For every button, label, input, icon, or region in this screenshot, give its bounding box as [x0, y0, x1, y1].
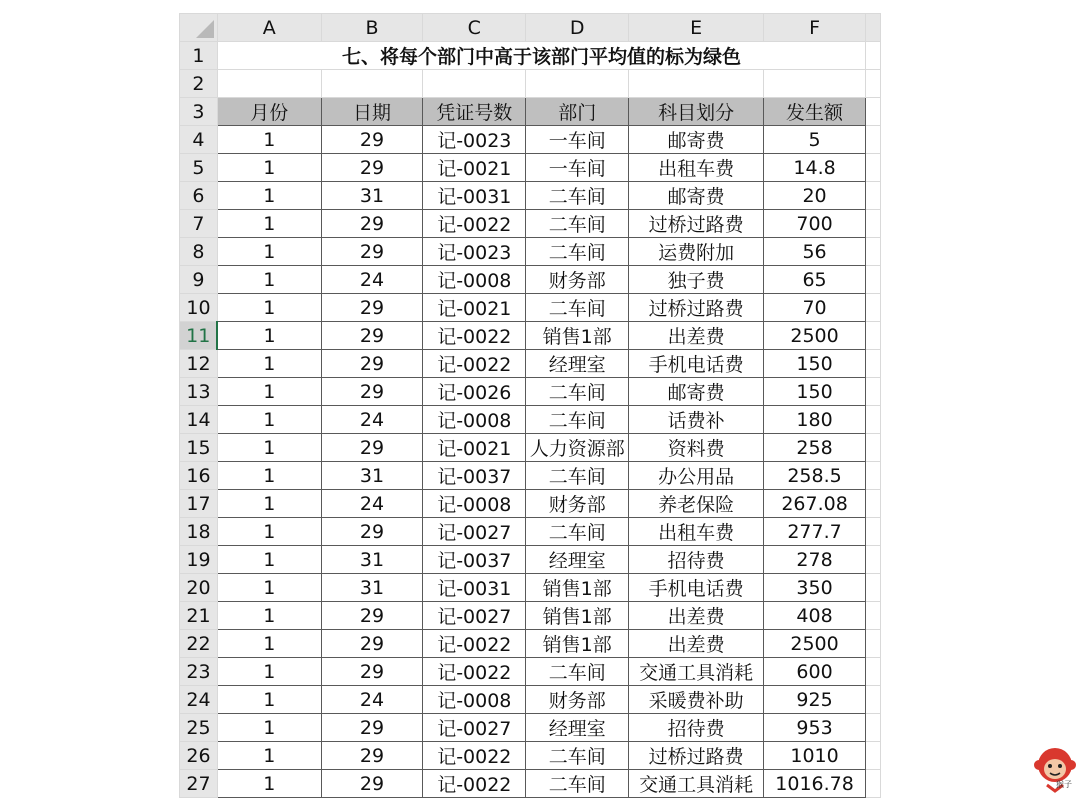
data-cell[interactable]: 29 — [321, 518, 423, 546]
cell[interactable] — [866, 602, 881, 630]
cell[interactable] — [866, 350, 881, 378]
header-cell-voucher[interactable]: 凭证号数 — [423, 98, 526, 126]
data-cell[interactable]: 一车间 — [526, 126, 629, 154]
data-cell[interactable]: 财务部 — [526, 490, 629, 518]
data-cell[interactable]: 记-0008 — [423, 490, 526, 518]
row-header[interactable]: 13 — [180, 378, 218, 406]
data-cell[interactable]: 邮寄费 — [629, 126, 764, 154]
data-cell[interactable]: 经理室 — [526, 714, 629, 742]
cell[interactable] — [866, 714, 881, 742]
data-cell[interactable]: 1 — [217, 490, 321, 518]
data-cell[interactable]: 31 — [321, 182, 423, 210]
data-cell[interactable]: 56 — [764, 238, 866, 266]
data-cell[interactable]: 记-0037 — [423, 462, 526, 490]
data-cell[interactable]: 925 — [764, 686, 866, 714]
row-header[interactable]: 17 — [180, 490, 218, 518]
data-cell[interactable]: 24 — [321, 686, 423, 714]
header-cell-department[interactable]: 部门 — [526, 98, 629, 126]
data-cell[interactable]: 29 — [321, 126, 423, 154]
data-cell[interactable]: 2500 — [764, 630, 866, 658]
data-cell[interactable]: 过桥过路费 — [629, 210, 764, 238]
data-cell[interactable]: 1 — [217, 238, 321, 266]
data-cell[interactable]: 31 — [321, 574, 423, 602]
data-cell[interactable]: 1 — [217, 182, 321, 210]
data-cell[interactable]: 29 — [321, 210, 423, 238]
data-cell[interactable]: 二车间 — [526, 742, 629, 770]
data-cell[interactable]: 29 — [321, 378, 423, 406]
cell[interactable] — [866, 126, 881, 154]
table-row[interactable] — [180, 126, 881, 154]
row-header[interactable]: 16 — [180, 462, 218, 490]
header-cell-amount[interactable]: 发生额 — [764, 98, 866, 126]
data-cell[interactable]: 1 — [217, 518, 321, 546]
data-cell[interactable]: 出租车费 — [629, 154, 764, 182]
data-cell[interactable]: 过桥过路费 — [629, 294, 764, 322]
row-header[interactable]: 10 — [180, 294, 218, 322]
data-cell[interactable]: 记-0022 — [423, 658, 526, 686]
data-cell[interactable]: 180 — [764, 406, 866, 434]
cell[interactable] — [866, 154, 881, 182]
data-cell[interactable]: 二车间 — [526, 210, 629, 238]
cell[interactable] — [866, 434, 881, 462]
row-header[interactable]: 5 — [180, 154, 218, 182]
data-cell[interactable]: 记-0022 — [423, 742, 526, 770]
data-cell[interactable]: 记-0022 — [423, 210, 526, 238]
header-cell-date[interactable]: 日期 — [321, 98, 423, 126]
data-cell[interactable]: 1 — [217, 658, 321, 686]
cell[interactable] — [866, 770, 881, 798]
data-cell[interactable]: 1 — [217, 154, 321, 182]
data-cell[interactable]: 1 — [217, 350, 321, 378]
data-cell[interactable]: 二车间 — [526, 770, 629, 798]
data-cell[interactable]: 31 — [321, 462, 423, 490]
cell[interactable] — [866, 98, 881, 126]
row-header[interactable]: 14 — [180, 406, 218, 434]
data-cell[interactable]: 交通工具消耗 — [629, 658, 764, 686]
cell[interactable] — [866, 182, 881, 210]
data-cell[interactable]: 招待费 — [629, 714, 764, 742]
data-cell[interactable]: 29 — [321, 658, 423, 686]
data-cell[interactable]: 记-0023 — [423, 126, 526, 154]
data-cell[interactable]: 记-0027 — [423, 602, 526, 630]
data-cell[interactable]: 办公用品 — [629, 462, 764, 490]
row-header[interactable]: 27 — [180, 770, 218, 798]
table-row[interactable] — [180, 322, 881, 350]
data-cell[interactable]: 采暖费补助 — [629, 686, 764, 714]
data-cell[interactable]: 经理室 — [526, 350, 629, 378]
table-row[interactable] — [180, 602, 881, 630]
data-cell[interactable]: 资料费 — [629, 434, 764, 462]
column-header-b[interactable]: B — [321, 14, 423, 42]
data-cell[interactable]: 人力资源部 — [526, 434, 629, 462]
data-cell[interactable]: 1 — [217, 294, 321, 322]
cell[interactable] — [866, 630, 881, 658]
data-cell[interactable]: 二车间 — [526, 378, 629, 406]
cell[interactable] — [866, 378, 881, 406]
data-cell[interactable]: 350 — [764, 574, 866, 602]
column-header-f[interactable]: F — [764, 14, 866, 42]
data-cell[interactable]: 记-0008 — [423, 686, 526, 714]
cell[interactable] — [764, 70, 866, 98]
data-cell[interactable]: 记-0022 — [423, 322, 526, 350]
cell[interactable] — [526, 70, 629, 98]
data-cell[interactable]: 邮寄费 — [629, 378, 764, 406]
data-cell[interactable]: 1 — [217, 686, 321, 714]
data-cell[interactable]: 二车间 — [526, 238, 629, 266]
row-header[interactable]: 4 — [180, 126, 218, 154]
data-cell[interactable]: 29 — [321, 630, 423, 658]
data-cell[interactable]: 1016.78 — [764, 770, 866, 798]
row-header[interactable]: 18 — [180, 518, 218, 546]
table-row[interactable] — [180, 770, 881, 798]
data-cell[interactable]: 出差费 — [629, 322, 764, 350]
table-row[interactable] — [180, 182, 881, 210]
table-row[interactable] — [180, 378, 881, 406]
data-cell[interactable]: 二车间 — [526, 182, 629, 210]
cell[interactable] — [866, 322, 881, 350]
cell[interactable] — [866, 266, 881, 294]
table-row[interactable] — [180, 686, 881, 714]
data-cell[interactable]: 二车间 — [526, 518, 629, 546]
data-cell[interactable]: 出租车费 — [629, 518, 764, 546]
data-cell[interactable]: 29 — [321, 742, 423, 770]
data-cell[interactable]: 独子费 — [629, 266, 764, 294]
data-cell[interactable]: 一车间 — [526, 154, 629, 182]
data-cell[interactable]: 1 — [217, 630, 321, 658]
data-cell[interactable]: 29 — [321, 770, 423, 798]
data-cell[interactable]: 出差费 — [629, 630, 764, 658]
data-cell[interactable]: 150 — [764, 378, 866, 406]
table-row[interactable] — [180, 238, 881, 266]
column-header-d[interactable]: D — [526, 14, 629, 42]
data-cell[interactable]: 2500 — [764, 322, 866, 350]
data-cell[interactable]: 养老保险 — [629, 490, 764, 518]
row-header[interactable]: 11 — [180, 322, 218, 350]
data-cell[interactable]: 29 — [321, 714, 423, 742]
table-row[interactable] — [180, 266, 881, 294]
row-header[interactable]: 23 — [180, 658, 218, 686]
table-row[interactable] — [180, 154, 881, 182]
data-cell[interactable]: 邮寄费 — [629, 182, 764, 210]
header-cell-month[interactable]: 月份 — [217, 98, 321, 126]
header-cell-subject[interactable]: 科目划分 — [629, 98, 764, 126]
data-cell[interactable]: 1 — [217, 546, 321, 574]
data-cell[interactable]: 财务部 — [526, 686, 629, 714]
data-cell[interactable]: 1 — [217, 770, 321, 798]
data-cell[interactable]: 258 — [764, 434, 866, 462]
select-all-corner[interactable] — [180, 14, 218, 42]
cell[interactable] — [866, 42, 881, 70]
row-header[interactable]: 3 — [180, 98, 218, 126]
row-header[interactable]: 8 — [180, 238, 218, 266]
column-header-g[interactable] — [866, 14, 881, 42]
data-cell[interactable]: 29 — [321, 154, 423, 182]
data-cell[interactable]: 二车间 — [526, 406, 629, 434]
data-cell[interactable]: 记-0022 — [423, 350, 526, 378]
row-header[interactable]: 9 — [180, 266, 218, 294]
data-cell[interactable]: 销售1部 — [526, 602, 629, 630]
row-header[interactable]: 12 — [180, 350, 218, 378]
table-row[interactable] — [180, 462, 881, 490]
row-header[interactable]: 22 — [180, 630, 218, 658]
cell[interactable] — [866, 294, 881, 322]
row-header[interactable]: 26 — [180, 742, 218, 770]
row-header[interactable]: 6 — [180, 182, 218, 210]
data-cell[interactable]: 招待费 — [629, 546, 764, 574]
data-cell[interactable]: 14.8 — [764, 154, 866, 182]
data-cell[interactable]: 258.5 — [764, 462, 866, 490]
row-header[interactable]: 15 — [180, 434, 218, 462]
table-row[interactable] — [180, 630, 881, 658]
data-cell[interactable]: 销售1部 — [526, 574, 629, 602]
data-cell[interactable]: 记-0021 — [423, 294, 526, 322]
data-cell[interactable]: 记-0022 — [423, 770, 526, 798]
table-row[interactable] — [180, 490, 881, 518]
row-header[interactable]: 1 — [180, 42, 218, 70]
data-cell[interactable]: 记-0008 — [423, 266, 526, 294]
cell[interactable] — [866, 462, 881, 490]
table-row[interactable] — [180, 658, 881, 686]
data-cell[interactable]: 交通工具消耗 — [629, 770, 764, 798]
cell[interactable] — [866, 238, 881, 266]
data-cell[interactable]: 267.08 — [764, 490, 866, 518]
cell[interactable] — [629, 70, 764, 98]
data-cell[interactable]: 65 — [764, 266, 866, 294]
data-cell[interactable]: 手机电话费 — [629, 574, 764, 602]
table-row[interactable] — [180, 434, 881, 462]
cell[interactable] — [866, 742, 881, 770]
data-cell[interactable]: 记-0031 — [423, 182, 526, 210]
data-cell[interactable]: 1 — [217, 210, 321, 238]
data-cell[interactable]: 过桥过路费 — [629, 742, 764, 770]
data-cell[interactable]: 1 — [217, 714, 321, 742]
data-cell[interactable]: 24 — [321, 490, 423, 518]
data-cell[interactable]: 销售1部 — [526, 322, 629, 350]
data-cell[interactable]: 5 — [764, 126, 866, 154]
data-cell[interactable]: 1 — [217, 574, 321, 602]
data-cell[interactable]: 600 — [764, 658, 866, 686]
sheet-title-cell[interactable]: 七、将每个部门中高于该部门平均值的标为绿色 — [217, 42, 865, 70]
cell[interactable] — [866, 210, 881, 238]
row-header[interactable]: 7 — [180, 210, 218, 238]
cell[interactable] — [866, 490, 881, 518]
row-header[interactable]: 20 — [180, 574, 218, 602]
column-header-c[interactable]: C — [423, 14, 526, 42]
cell[interactable] — [866, 406, 881, 434]
data-cell[interactable]: 29 — [321, 434, 423, 462]
data-cell[interactable]: 24 — [321, 406, 423, 434]
table-row[interactable] — [180, 518, 881, 546]
data-cell[interactable]: 278 — [764, 546, 866, 574]
row-header[interactable]: 25 — [180, 714, 218, 742]
table-row[interactable] — [180, 574, 881, 602]
data-cell[interactable]: 953 — [764, 714, 866, 742]
data-cell[interactable]: 二车间 — [526, 294, 629, 322]
data-cell[interactable]: 1 — [217, 378, 321, 406]
data-cell[interactable]: 手机电话费 — [629, 350, 764, 378]
data-cell[interactable]: 二车间 — [526, 462, 629, 490]
data-cell[interactable]: 20 — [764, 182, 866, 210]
row-header[interactable]: 24 — [180, 686, 218, 714]
data-cell[interactable]: 记-0021 — [423, 434, 526, 462]
data-cell[interactable]: 70 — [764, 294, 866, 322]
data-cell[interactable]: 记-0021 — [423, 154, 526, 182]
data-cell[interactable]: 29 — [321, 322, 423, 350]
cell[interactable] — [217, 70, 321, 98]
data-cell[interactable]: 700 — [764, 210, 866, 238]
table-row[interactable] — [180, 210, 881, 238]
data-cell[interactable]: 31 — [321, 546, 423, 574]
data-cell[interactable]: 出差费 — [629, 602, 764, 630]
data-cell[interactable]: 记-0031 — [423, 574, 526, 602]
table-row[interactable] — [180, 350, 881, 378]
data-cell[interactable]: 29 — [321, 350, 423, 378]
data-cell[interactable]: 1 — [217, 602, 321, 630]
data-cell[interactable]: 1 — [217, 434, 321, 462]
cell[interactable] — [866, 574, 881, 602]
data-cell[interactable]: 1 — [217, 406, 321, 434]
cell[interactable] — [866, 686, 881, 714]
column-header-e[interactable]: E — [629, 14, 764, 42]
data-cell[interactable]: 1 — [217, 322, 321, 350]
cell[interactable] — [866, 546, 881, 574]
data-cell[interactable]: 话费补 — [629, 406, 764, 434]
data-cell[interactable]: 24 — [321, 266, 423, 294]
data-cell[interactable]: 277.7 — [764, 518, 866, 546]
cell[interactable] — [866, 518, 881, 546]
data-cell[interactable]: 记-0008 — [423, 406, 526, 434]
data-cell[interactable]: 1010 — [764, 742, 866, 770]
table-row[interactable] — [180, 546, 881, 574]
data-cell[interactable]: 1 — [217, 462, 321, 490]
table-row[interactable] — [180, 406, 881, 434]
data-cell[interactable]: 29 — [321, 294, 423, 322]
data-cell[interactable]: 29 — [321, 238, 423, 266]
spreadsheet-grid[interactable] — [179, 13, 881, 796]
data-cell[interactable]: 运费附加 — [629, 238, 764, 266]
data-cell[interactable]: 记-0037 — [423, 546, 526, 574]
column-header-a[interactable]: A — [217, 14, 321, 42]
data-cell[interactable]: 29 — [321, 602, 423, 630]
data-cell[interactable]: 150 — [764, 350, 866, 378]
table-row[interactable] — [180, 714, 881, 742]
logo-label: 猴子 — [1056, 780, 1072, 789]
row-header[interactable]: 2 — [180, 70, 218, 98]
data-cell[interactable]: 记-0022 — [423, 630, 526, 658]
table-row[interactable] — [180, 742, 881, 770]
cell[interactable] — [321, 70, 423, 98]
data-cell[interactable]: 经理室 — [526, 546, 629, 574]
data-cell[interactable]: 1 — [217, 742, 321, 770]
data-cell[interactable]: 408 — [764, 602, 866, 630]
row-header[interactable]: 19 — [180, 546, 218, 574]
cell-table[interactable] — [179, 13, 881, 798]
cell[interactable] — [866, 658, 881, 686]
cell[interactable] — [866, 70, 881, 98]
data-cell[interactable]: 记-0027 — [423, 518, 526, 546]
cell[interactable] — [423, 70, 526, 98]
data-cell[interactable]: 1 — [217, 126, 321, 154]
data-cell[interactable]: 二车间 — [526, 658, 629, 686]
data-cell[interactable]: 记-0023 — [423, 238, 526, 266]
data-cell[interactable]: 1 — [217, 266, 321, 294]
data-cell[interactable]: 记-0027 — [423, 714, 526, 742]
data-cell[interactable]: 财务部 — [526, 266, 629, 294]
data-cell[interactable]: 销售1部 — [526, 630, 629, 658]
data-cell[interactable]: 记-0026 — [423, 378, 526, 406]
table-row[interactable] — [180, 294, 881, 322]
row-header[interactable]: 21 — [180, 602, 218, 630]
